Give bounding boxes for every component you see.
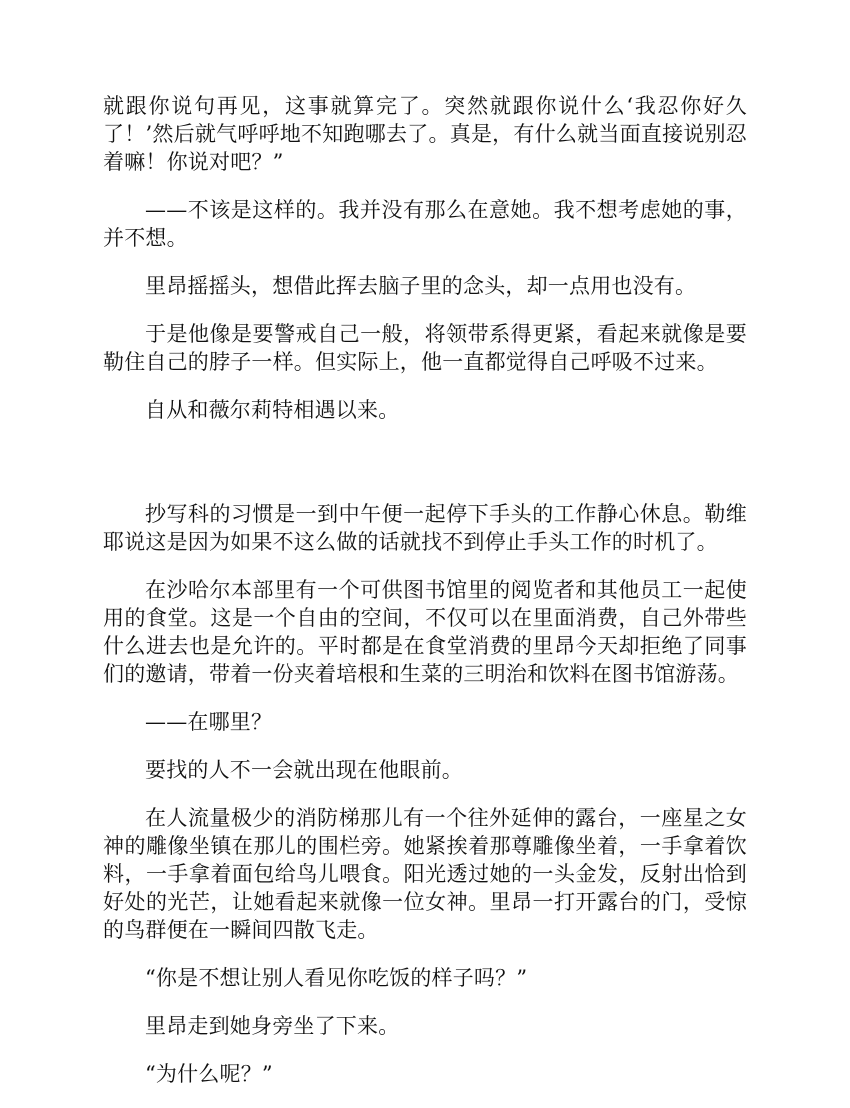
paragraph: 里昂走到她身旁坐了下来。 [145,1014,400,1038]
paragraph: 抄写科的习惯是一到中午便一起停下手头的工作静心休息。勒维耶说这是因为如果不这么做的话就找不到停止手头工作的时机了。 [103,502,747,554]
paragraph: 要找的人不一会就出现在他眼前。 [145,758,463,782]
scene-break-spacer [103,444,747,500]
paragraph: 在人流量极少的消防梯那儿有一个往外延伸的露台，一座星之女神的雕像坐镇在那儿的围栏旁。她紧挨着那尊雕像坐着，一手拿着饮料，一手拿着面包给鸟儿喂食。阳光透过她的一头金发，反射出恰到好处的光芒，让她看起来就像一位女神。里昂一打开露台的门，受惊的鸟群便在一瞬间四散飞走。 [103,806,747,942]
paragraph: 自从和薇尔莉特相遇以来。 [145,398,400,422]
paragraph-dash-thought: ——在哪里？ [145,710,273,734]
paragraph: 里昂摇摇头，想借此挥去脑子里的念头，却一点用也没有。 [145,274,697,298]
paragraph-continuation: 就跟你说句再见，这事就算完了。突然就跟你说什么‘我忍你好久了！’然后就气呼呼地不知跑哪去了。真是，有什么就当面直接说别忍着嘛！你说对吧？” [103,94,747,174]
paragraph: 在沙哈尔本部里有一个可供图书馆里的阅览者和其他员工一起使用的食堂。这是一个自由的空间，不仅可以在里面消费，自己外带些什么进去也是允许的。平时都是在食堂消费的里昂今天却拒绝了同事们的邀请，带着一份夹着培根和生菜的三明治和饮料在图书馆游荡。 [103,578,747,686]
paragraph-dialogue: “为什么呢？” [145,1062,273,1086]
paragraph: 于是他像是要警戒自己一般，将领带系得更紧，看起来就像是要勒住自己的脖子一样。但实际上，他一直都觉得自己呼吸不过来。 [103,322,747,374]
paragraph-dialogue: “你是不想让别人看见你吃饭的样子吗？” [145,966,528,990]
paragraph-dash-thought: ——不该是这样的。我并没有那么在意她。我不想考虑她的事，并不想。 [103,198,747,250]
page-text-body [103,92,747,1108]
